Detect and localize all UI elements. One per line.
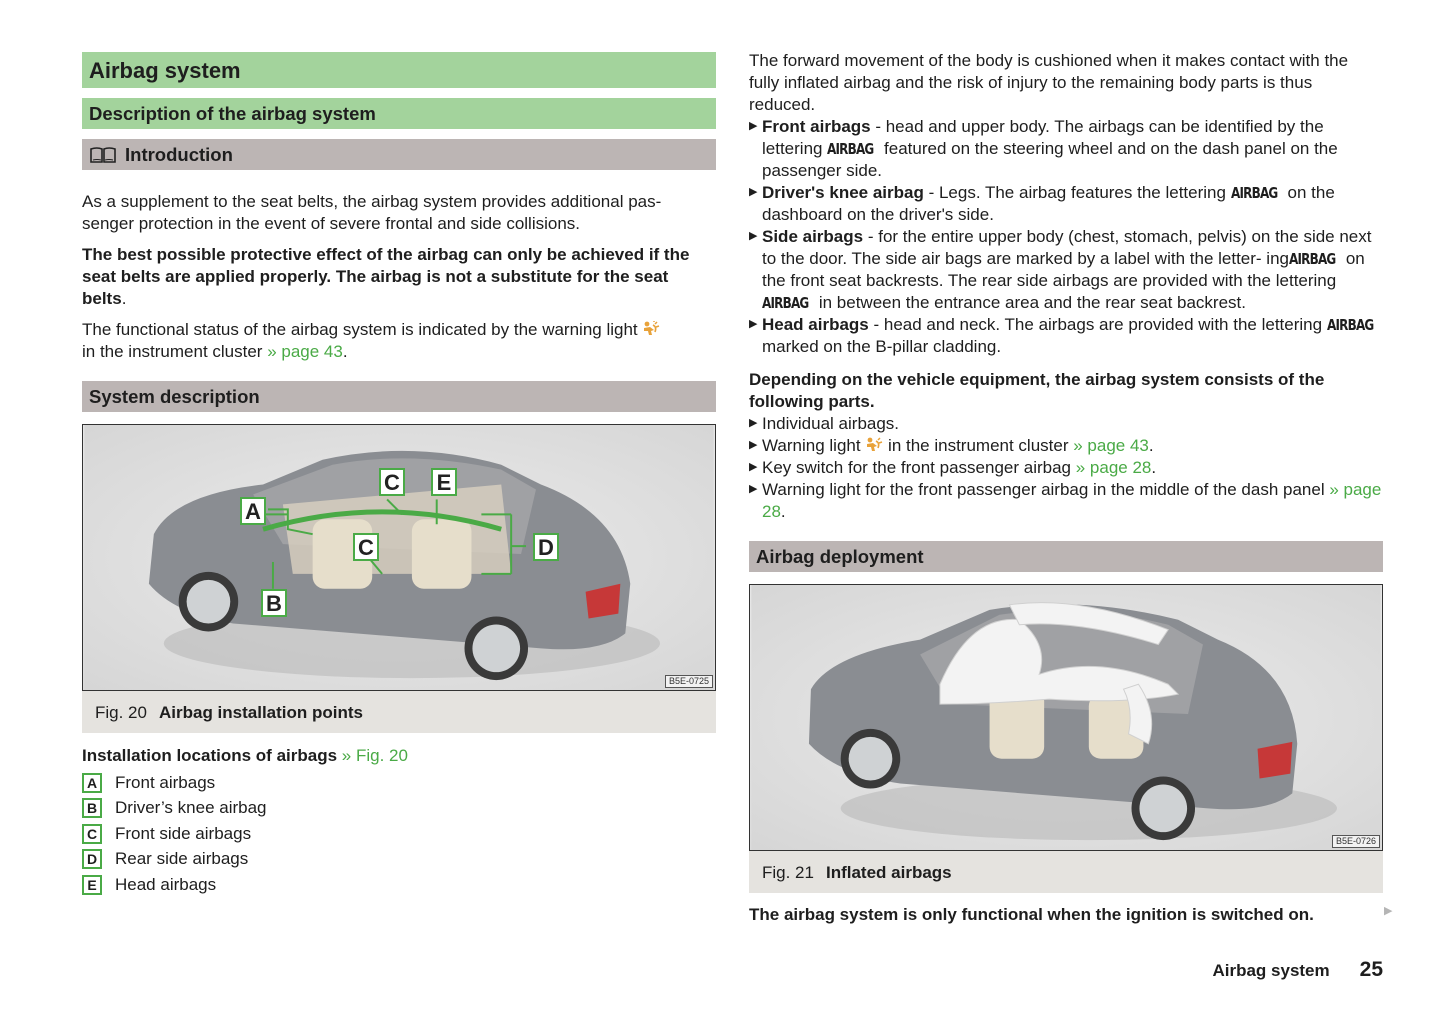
bullet-triangle-icon: ▶: [749, 318, 758, 330]
figure-20-image: [82, 424, 716, 691]
figure-tag-c-rear: C: [379, 468, 405, 496]
bullet-triangle-icon: ▶: [749, 186, 758, 198]
figure-21-caption: Fig. 21 Inflated airbags: [749, 851, 1383, 893]
location-item: A Front airbags: [82, 770, 716, 796]
figure-code: B5E-0725: [665, 675, 713, 688]
bullet-triangle-icon: ▶: [749, 461, 758, 473]
page-number: 25: [1359, 958, 1383, 981]
figure-20-caption: Fig. 20 Airbag installation points: [82, 691, 716, 733]
section-title: Description of the airbag system: [82, 98, 716, 129]
bullet-triangle-icon: ▶: [749, 483, 758, 495]
intro-paragraph: As a supplement to the seat belts, the airbag system provides additional pas- senger protection in the event of severe frontal and side collisions.: [82, 192, 662, 233]
figure-code: B5E-0726: [1332, 835, 1380, 848]
page-28-link[interactable]: » page 28: [762, 480, 1382, 521]
bullet-triangle-icon: ▶: [749, 230, 758, 242]
location-key: D: [82, 849, 102, 869]
status-paragraph: The functional status of the airbag system is indicated by the warning light in the instrument cluster » page 43.: [82, 319, 716, 363]
airbag-lettering: AIRBAG: [762, 294, 809, 312]
location-key: E: [82, 875, 102, 895]
fig-20-link[interactable]: » Fig. 20: [341, 746, 408, 765]
part-item: ▶ Individual airbags.: [749, 414, 900, 433]
page-footer: [1212, 958, 1383, 982]
page-43-link[interactable]: » page 43: [267, 342, 343, 361]
page-28-link[interactable]: » page 28: [1075, 458, 1152, 477]
airbag-warning-icon: [642, 321, 660, 337]
location-item: B Driver’s knee airbag: [82, 796, 716, 822]
figure-21-image: [749, 584, 1383, 851]
airbag-type-item: ▶ Side airbags - for the entire upper body (chest, stomach, pelvis) on the side next to the door. The side air bags are marked by a label with the letter- ingAIRBAG on the front seat backrests. The rear side airbags are provided with the lettering AIRBAG in between the entrance area and the rear seat backrest.: [749, 227, 1372, 312]
bullet-triangle-icon: ▶: [749, 120, 758, 132]
part-item: ▶ Warning light in the instrument cluster » page 43.: [749, 436, 1154, 455]
airbag-type-item: ▶ Head airbags - head and neck. The airbags are provided with the lettering AIRBAG marked on the B-pillar cladding.: [749, 315, 1374, 356]
location-key: A: [82, 773, 102, 793]
airbag-type-item: ▶ Driver's knee airbag - Legs. The airbag features the lettering AIRBAG on the dashboard on the driver's side.: [749, 183, 1335, 224]
airbag-lettering: AIRBAG: [827, 140, 874, 158]
airbag-warning-icon: [865, 437, 883, 453]
figure-tag-b: B: [261, 589, 287, 617]
parts-intro: Depending on the vehicle equipment, the airbag system consists of the following parts.: [749, 370, 1325, 411]
installation-locations-list: [82, 770, 716, 898]
right-column: [749, 50, 1383, 926]
installation-locations-title: Installation locations of airbags » Fig. 20: [82, 746, 408, 765]
airbag-lettering: AIRBAG: [1288, 250, 1336, 268]
intro-bold-paragraph: The best possible protective effect of the airbag can only be achieved if the seat belts are applied properly. The airbag is not a substitute for the seat belts.: [82, 245, 690, 308]
intro-heading: [82, 139, 716, 170]
airbag-type-item: ▶ Front airbags - head and upper body. The airbags can be identified by the lettering AIRBAG featured on the steering wheel and on the dash panel on the passenger side.: [749, 117, 1338, 180]
airbag-lettering: AIRBAG: [1326, 316, 1374, 334]
location-key: C: [82, 824, 102, 844]
intro-heading-label: Introduction: [125, 143, 233, 165]
airbag-lettering: AIRBAG: [1230, 184, 1278, 202]
location-item: C Front side airbags: [82, 821, 716, 847]
bullet-triangle-icon: ▶: [749, 439, 758, 451]
ignition-note: The airbag system is only functional when the ignition is switched on.: [749, 905, 1314, 924]
bullet-triangle-icon: ▶: [749, 417, 758, 429]
chapter-title: Airbag system: [82, 52, 716, 88]
system-description-heading: System description: [82, 381, 716, 412]
cushion-paragraph: The forward movement of the body is cushioned when it makes contact with the fully inflated airbag and the risk of injury to the remaining body parts is thus reduced.: [749, 51, 1349, 114]
location-item: E Head airbags: [82, 872, 716, 898]
figure-tag-e: E: [431, 468, 457, 496]
part-item: ▶ Warning light for the front passenger airbag in the middle of the dash panel » page 28.: [749, 480, 1382, 521]
left-column: [82, 52, 716, 898]
figure-tag-a: A: [240, 497, 266, 525]
page-43-link[interactable]: » page 43: [1073, 436, 1149, 455]
continue-arrow-icon: ▶: [1384, 905, 1393, 917]
airbag-deployment-heading: Airbag deployment: [749, 541, 1383, 572]
book-icon: [89, 146, 117, 164]
inflated-airbags-illustration: [750, 585, 1382, 850]
footer-section-title: Airbag system: [1212, 961, 1330, 980]
location-key: B: [82, 798, 102, 818]
figure-tag-d: D: [533, 533, 559, 561]
location-item: D Rear side airbags: [82, 847, 716, 873]
car-illustration: [83, 425, 715, 690]
figure-tag-c-front: C: [353, 533, 379, 561]
part-item: ▶ Key switch for the front passenger airbag » page 28.: [749, 458, 1157, 477]
